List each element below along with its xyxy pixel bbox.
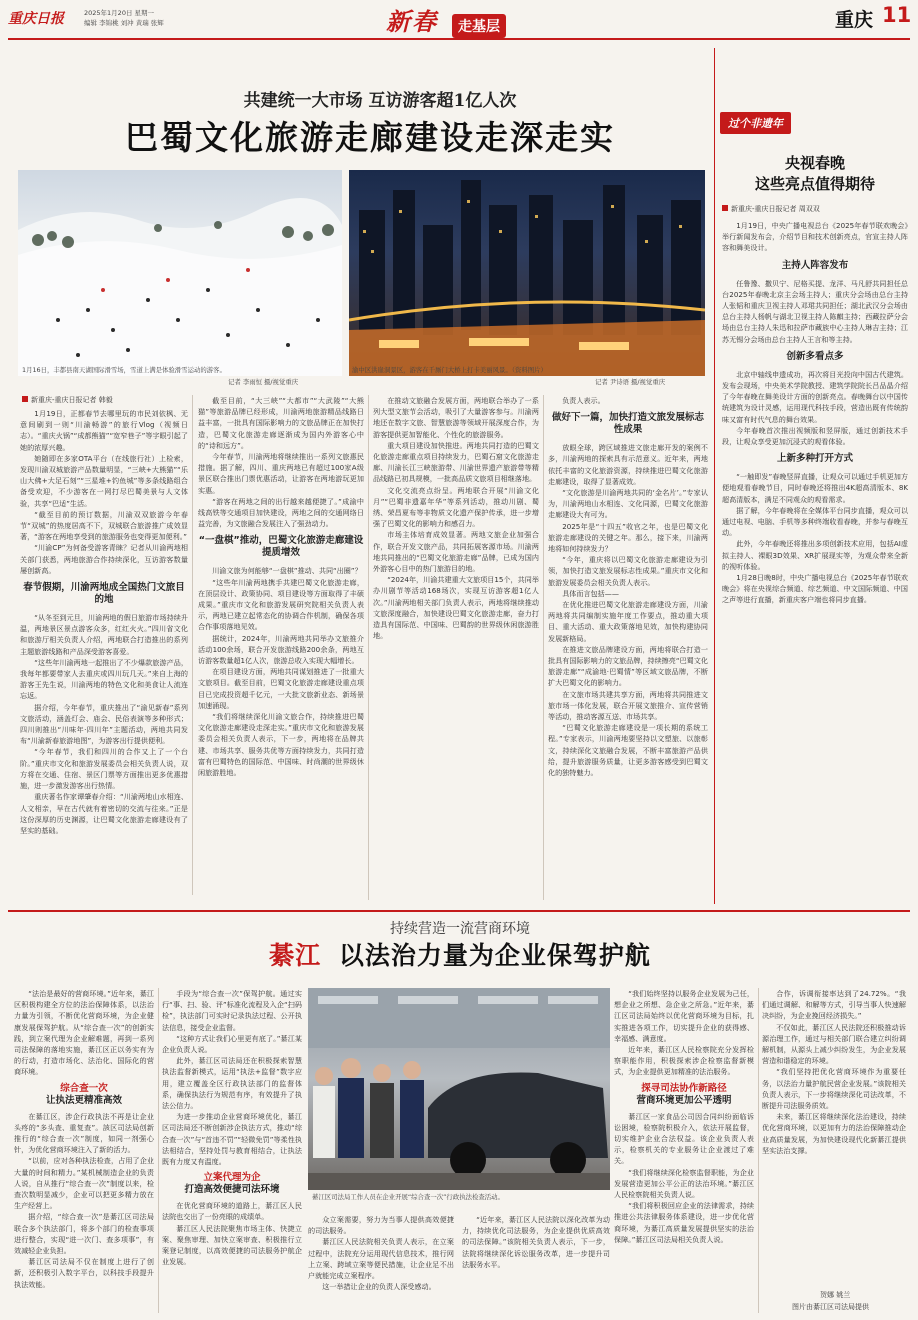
paragraph: 綦江区人民法院聚焦市场主体、快捷立案、聚焦审理、加快立案审查、积极推行立案登记制度，以高效便捷的司法服务护航企业发展。 bbox=[162, 1223, 302, 1267]
paragraph: 负责人表示。 bbox=[562, 396, 605, 405]
gala-headline-2: 这些亮点值得期待 bbox=[754, 175, 875, 193]
column-divider bbox=[758, 988, 759, 1313]
intangible-heritage-logo bbox=[720, 112, 800, 138]
masthead-logo: 重庆日报 bbox=[8, 11, 64, 27]
paragraph: “我们坚持把优化营商环境作为重要任务，以法治力量护航民营企业发展。”该院相关负责人表示，下一步将继续深化司法改革，不断提升司法服务质效。 bbox=[762, 1067, 906, 1111]
paragraph: 在綦江区，涉企行政执法不再是让企业头疼的“多头查、重复查”。該区司法局创新推行的“综合查一次”制度，如同一剂强心针，为优化营商环境注入了新的活力。 bbox=[14, 1111, 154, 1155]
paragraph: 在优化营商环境的道路上，綦江区人民法院也交出了一份亮眼的成绩单。 bbox=[162, 1201, 302, 1222]
bottom-kicker: 持续营造一流营商环境 bbox=[390, 921, 530, 937]
ski-resort-photo bbox=[18, 170, 342, 376]
enforcement-inspection-photo bbox=[308, 988, 610, 1190]
paragraph: “2024年，川渝共建重大文旅项目15个，共同举办川剧节等活动168场次，实现互访游客超1亿人次。”川渝两地相关部门负责人表示，两地将继续推动文旅深度融合，加快建设巴蜀文化旅游走廊，奋力打造具有国际范、中国味、巴蜀韵的世界级休闲旅游胜地。 bbox=[373, 575, 539, 641]
column-divider bbox=[368, 395, 369, 900]
paragraph: 据介绍，“综合查一次”是綦江区司法局联合多个执法部门，将多个部门的检查事项进行整合，实现“进一次门、查多项事”，有效减轻企业负担。 bbox=[14, 1212, 154, 1256]
paragraph: 重大项目建设加快推进。两地共同打造的巴蜀文化旅游走廊重点项目持续发力，巴蜀石窟文化旅游走廊、川渝长江三峡旅游带、川渝世界遗产旅游带等精品线路已初具规模，一批高品质文旅项目相继落地。 bbox=[373, 440, 539, 484]
ski-slope-illustration bbox=[18, 170, 342, 376]
byline-marker-icon bbox=[722, 205, 728, 211]
paragraph: “这些年川渝两地一起推出了不少爆款旅游产品，我每年都要带家人去重庆或四川玩几天。”来自上海的游客王先生说，川渝两地的特色文化和美食让人流连忘返。 bbox=[20, 657, 188, 701]
section-divider bbox=[8, 910, 910, 912]
paragraph: 1月28日晚8时，中央广播电视总台《2025年春节联欢晚会》将在央视综合频道、综艺频道、中文国际频道、中国之声等进行直播，新重庆客户端也将同步直播。 bbox=[722, 573, 908, 605]
paragraph: “川渝CP”为何备受游客青睐？记者从川渝两地相关部门获悉，两地旅游合作持续深化，互访游客数量屡创新高。 bbox=[20, 543, 188, 575]
main-col1 bbox=[20, 408, 188, 908]
paragraph: 近年来，綦江区人民检察院充分发挥检察职能作用，积极探索涉企检察监督新模式，为企业提供更加精准的法治服务。 bbox=[614, 1045, 754, 1077]
gala-byline-text: 新重庆-重庆日报记者 周双双 bbox=[731, 205, 820, 213]
car-inspection-illustration bbox=[308, 988, 610, 1190]
paragraph: “今年，重庆将以巴蜀文化旅游走廊建设为引领，加快打造文旅发展标志性成果。”重庆市文化和旅游发展委员会相关负责人表示。 bbox=[548, 555, 708, 587]
paragraph: 任鲁豫、撒贝宁、尼格买提、龙洋、马凡舒共同担任总台2025年春晚北京主会场主持人；重庆分会场由总台主持人张韬和重庆卫视主持人邓珺共同担任；湖北武汉分会场由总台主持人杨帆与湖北卫视主持人陈麒主持；西藏拉萨分会场由总台主持人朱迅和拉萨市藏族中心主持人琳吉主持；江苏无锡分会场由总台主持人王言和等主持。 bbox=[722, 278, 908, 344]
paragraph: “文化旅游是川渝两地共同的‘金名片’。”专家认为，川渝两地山水相连、文化同源，巴蜀文化旅游走廊建设大有可为。 bbox=[548, 488, 708, 520]
bottom-col5 bbox=[762, 988, 906, 1288]
paragraph: 2025年是“十四五”收官之年，也是巴蜀文化旅游走廊建设的关键之年。那么，接下来，川渝两地将如何持续发力？ bbox=[548, 521, 708, 554]
bottom-subhead-2a: 立案代理为企 bbox=[203, 1172, 261, 1184]
banner-new-spring: 新春 bbox=[386, 7, 438, 36]
paragraph: 綦江区人民法院相关负责人表示，在立案过程中，法院充分运用现代信息技术，推行网上立案、跨域立案等便民措施，让企业足不出户就能完成立案程序。 bbox=[308, 1237, 454, 1281]
paragraph: 1月19日，正都春节去哪里玩的市民刘依枫、无意间刷到一则“川渝畅游”的旅行Vlog（视频日志）。“重庆火锅”“成都熊猫”“宽窄巷子”等字眼引起了她的浓厚兴趣。 bbox=[20, 409, 188, 452]
bottom-subhead-3b: 营商环境更加公平透明 bbox=[636, 1094, 732, 1106]
bottom-subhead-3a: 探寻司法协作新路径 bbox=[641, 1082, 727, 1094]
column-divider bbox=[543, 395, 544, 900]
paragraph: “这些年川渝两地携手共建巴蜀文化旅游走廊，在顶层设计、政策协同、项目建设等方面取得了丰硕成果。”重庆市文化和旅游发展研究院相关负责人表示，两地已建立起常态化的协调合作机制，确保各项合作事项落地见效。 bbox=[198, 577, 364, 632]
photo1-credit: 记者 李雨恒 摄/视觉重庆 bbox=[228, 378, 299, 386]
paragraph: “我们将继续深化检察监督职能，为企业发展营造更加公平公正的法治环境。”綦江区人民检察院相关负责人说。 bbox=[614, 1167, 754, 1200]
bottom-subhead-2b: 打造高效便捷司法环境 bbox=[184, 1184, 280, 1196]
banner-go-grassroots: 走基层 bbox=[452, 14, 506, 38]
section-name: 重庆 bbox=[835, 9, 874, 31]
paragraph: “截至目前的预订数据，川渝双双旅游今年春节“双城”的热度居高不下，双城联合旅游推广成效显著，“游客在两地享受到的旅游服务也变得更加便利。” bbox=[20, 509, 188, 542]
masthead-rule bbox=[8, 38, 910, 40]
paragraph: 在推进文旅品牌建设方面，两地将联合打造一批具有国际影响力的文旅品牌，持续擦亮“巴蜀文化旅游走廊”“成渝地·巴蜀情”等区域文旅品牌，不断扩大巴蜀文化的影响力。 bbox=[548, 644, 708, 688]
city-night-illustration bbox=[349, 170, 705, 376]
paragraph: 不仅如此，綦江区人民法院还积极推动诉源治理工作，通过与相关部门联合建立纠纷调解机制，从源头上减少纠纷发生，为企业发展营造和谐稳定的环境。 bbox=[762, 1022, 906, 1066]
bottom-col4 bbox=[614, 988, 754, 1316]
gala-byline bbox=[722, 204, 820, 214]
paragraph: “这种方式让我们心里更有底了。”綦江某企业负责人说。 bbox=[162, 1033, 302, 1055]
photo2-credit: 记者 尹诗语 摄/视觉重庆 bbox=[595, 378, 666, 386]
paragraph: “我们将积极回应企业的法律需求，持续推进公共法律服务体系建设，进一步优化营商环境，为綦江高质量发展提供坚实的法治保障。”綦江区司法局相关负责人说。 bbox=[614, 1201, 754, 1244]
paragraph: 今年春晚首次推出视频版和竖屏版，通过创新技术手段，让观众享受更加沉浸式的观看体验。 bbox=[722, 425, 908, 447]
paragraph: 在优化推进巴蜀文化旅游走廊建设方面，川渝两地将共同编制实施年度工作要点，推动重大项目、重大活动、重大政策落地见效，加快构建协同发展新格局。 bbox=[548, 600, 708, 643]
paragraph: 放眼全球，跨区域推进文旅走廊开发的案例不多，川渝两地的探索具有示范意义。近年来，两地依托丰富的文化旅游资源，持续推进巴蜀文化旅游走廊建设，取得了显著成效。 bbox=[548, 443, 708, 486]
paragraph: “从冬至到元旦，川渝两地的假日旅游市场持续升温，两地景区景点游客众多，红红火火。”四川省文化和旅游厅相关负责人介绍，两地联合打造推出的系列主题旅游线路和产品深受游客喜爱。 bbox=[20, 613, 188, 656]
paragraph: “以前，应对各种执法检查，占用了企业大量的时间和精力。”某机械制造企业的负责人说，自从推行“综合查一次”制度以来，检查次数明显减少，企业可以把更多精力放在生产经营上。 bbox=[14, 1156, 154, 1211]
column-divider bbox=[192, 395, 193, 895]
bottom-subhead-1a: 综合查一次 bbox=[60, 1082, 108, 1094]
paragraph: “一触即发”春晚竖屏直播，让观众可以通过手机更加方便地观看春晚节目，同时春晚还将推出4K超高清版本、8K超高清版本，满足不同观众的观看需求。 bbox=[722, 472, 908, 504]
paragraph: 为进一步推动企业营商环境优化，綦江区司法局还不断创新涉企执法方式，推动“综合查一次”与“首违不罚”“轻微免罚”等柔性执法相结合，坚持处罚与教育相结合，让执法既有力度又有温度。 bbox=[162, 1112, 302, 1167]
bottom-col1 bbox=[14, 988, 154, 1316]
main-subhead-2: “一盘棋”推动，巴蜀文化旅游走廊建设提质增效 bbox=[198, 535, 364, 559]
bottom-col4-lower bbox=[462, 1214, 610, 1314]
main-headline: 巴蜀文化旅游走廊建设走深走实 bbox=[125, 118, 615, 157]
paragraph: 川渝文旅为何能够“一盘棋”推动、共同“出圈”？ bbox=[212, 566, 362, 576]
gala-subhead-3: 上新多种打开方式 bbox=[776, 453, 853, 465]
intangible-heritage-logo-text: 过个非遗年 bbox=[720, 112, 791, 134]
paragraph: 綦江区一家食品公司因合同纠纷面临诉讼困境，检察院积极介入，依法开展监督，切实维护企业合法权益。该企业负责人表示，检察机关的专业服务让企业渡过了难关。 bbox=[614, 1111, 754, 1166]
main-byline bbox=[22, 395, 113, 405]
paragraph: 1月19日，中央广播电视总台《2025年春节联欢晚会》举行新闻发布会，介绍节目和技术创新亮点，官宣主持人阵容和舞美设计。 bbox=[722, 221, 908, 253]
masthead-editors: 编辑 李锦桃 刘冲 黄瑞 张辉 bbox=[84, 19, 164, 27]
paragraph: 在推动文旅融合发展方面，两地联合举办了一系列大型文旅节会活动，吸引了大量游客参与。川渝两地还在数字文旅、智慧旅游等领域开展深度合作，为游客提供更加智能化、个性化的旅游服务。 bbox=[373, 396, 539, 439]
paragraph: “今年春节，我们和四川的合作又上了一个台阶。”重庆市文化和旅游发展委员会相关负责人说，双方将在交通、住宿、景区门票等方面推出更多优惠措施，进一步激发游客出行热情。 bbox=[20, 747, 188, 791]
paragraph: “游客在两地之间的出行越来越便捷了。”成渝中线高铁等交通项目加快建设，两地之间的交通网络日益完善，为文旅融合发展注入了强劲动力。 bbox=[198, 496, 364, 529]
column-divider bbox=[158, 988, 159, 1313]
paragraph: 她随即在多家OTA平台（在线旅行社）上检索，发现川渝双城旅游产品数量明显，“三峡+大熊猫”“乐山大佛+大足石刻”“三星堆+钓鱼城”等多条线路组合备受欢迎，不少游客在一网打尽巴蜀美景与人文体验，共享“巴适”生活。 bbox=[20, 453, 188, 508]
bottom-photo-credit: 图片由綦江区司法局提供 bbox=[792, 1303, 869, 1311]
paragraph: 此外，今年春晚还将推出多项创新技术应用，包括AI虚拟主持人、裸眼3D效果、XR扩展现实等，为观众带来全新的视听体验。 bbox=[722, 539, 908, 571]
paragraph: 重庆著名作家谭肇春介绍：“川渝两地山水相连、人文相亲，早在古代就有着密切的交流与往来。”正是这份深厚的历史渊源，让巴蜀文化旅游走廊建设有了坚实的基础。 bbox=[20, 792, 188, 835]
bottom-headline bbox=[150, 936, 770, 972]
gala-body bbox=[722, 220, 908, 905]
photo3-caption: 綦江区司法局工作人员在企业开展“综合查一次”行政执法检查活动。 bbox=[312, 1193, 504, 1201]
main-col3 bbox=[373, 395, 539, 900]
paragraph: “近年来，綦江区人民法院以深化改革为动力，持续优化司法服务，为企业提供优质高效的司法保障。”该院相关负责人表示，下一步，法院将继续深化诉讼服务改革，进一步提升司法服务水平。 bbox=[462, 1215, 610, 1269]
gala-subhead-2: 创新多看点多 bbox=[786, 350, 844, 362]
paragraph: 北京中轴线申遗成功，再次将目光投向中国古代建筑。发布会现场，中央美术学院教授、建筑学院院长吕品晶介绍了今年春晚在舞美设计方面的创新亮点。春晚舞台以中国传统建筑为设计灵感，运用现代科技手段，营造出既有传统韵味又富有时代气息的舞台效果。 bbox=[722, 369, 908, 424]
paragraph: 在项目建设方面，两地共同谋划推进了一批重大文旅项目。截至目前，巴蜀文化旅游走廊建设重点项目已完成投资超千亿元，一大批文旅新业态、新场景加速涌现。 bbox=[198, 667, 364, 710]
paragraph: 文化交流亮点纷呈。两地联合开展“川渝文化月”“巴蜀非遗嘉年华”等系列活动，推动川剧、蜀绣、荣昌夏布等非物质文化遗产保护传承，进一步增强了巴蜀文化的影响力和感召力。 bbox=[373, 485, 539, 529]
paragraph: 据介绍，今年春节，重庆推出了“渝见新春”系列文旅活动，涵盖灯会、庙会、民俗表演等多种形式；四川则推出“川味年·四川年”主题活动，两地共同发布“川渝新春旅游地图”，为游客出行提供便利。 bbox=[20, 702, 188, 746]
paragraph: 手段为“综合查一次”保驾护航。通过实行“事、扫、验、评”标准化流程及入企“扫码检”，执法部门可实时记录执法过程、公开执法信息，接受企业监督。 bbox=[162, 989, 302, 1032]
photo1-caption-text: 1月16日，丰都县南天湖国际滑雪场，雪道上满是体验滑雪运动的游客。 bbox=[22, 366, 226, 374]
paragraph: “我们始终坚持以服务企业发展为己任，想企业之所想、急企业之所急。”近年来，綦江区司法局始终以优化营商环境为目标，扎实推进各项工作，切实提升企业的获得感、幸福感、满意度。 bbox=[614, 989, 754, 1043]
paragraph: 众立案需要，努力为当事人提供高效便捷的司法服务。 bbox=[308, 1215, 454, 1236]
bottom-credit: 贺娜 姚兰 bbox=[820, 1291, 851, 1299]
paragraph: 市场主体培育成效显著。两地文旅企业加强合作，联合开发文旅产品，共同拓展客源市场。川渝两地共同推出的“巴蜀文化旅游走廊”品牌，已成为国内外游客心目中的热门旅游目的地。 bbox=[373, 530, 539, 574]
gala-headline-1: 央视春晚 bbox=[784, 154, 845, 172]
byline-marker-icon bbox=[22, 396, 28, 402]
headline-rest: 以法治力量为企业保驾护航 bbox=[338, 941, 651, 970]
bottom-col2 bbox=[162, 988, 302, 1316]
paragraph: 在文旅市场共建共享方面，两地将共同推进文旅市场一体化发展，联合开展文旅推介、宣传营销等活动，推动客源互送、市场共享。 bbox=[548, 689, 708, 722]
paragraph: 未来，綦江区将继续深化法治建设，持续优化营商环境，以更加有力的法治保障推动企业高质量发展，为加快建设现代化新綦江提供坚实法治支撑。 bbox=[762, 1112, 906, 1155]
page-number: 11 bbox=[882, 3, 912, 27]
paragraph: “我们将继续深化川渝文旅合作，持续推进巴蜀文化旅游走廊建设走深走实。”重庆市文化和旅游发展委员会相关负责人表示，下一步，两地将在品牌共建、市场共享、服务共优等方面持续发力，共同打造富有巴蜀特色的国际范、中国味、时尚潮的世界级休闲旅游胜地。 bbox=[198, 712, 364, 778]
paragraph: 这一举措让企业的负责人深受感动。 bbox=[322, 1282, 436, 1292]
headline-place-name: 綦江 bbox=[269, 941, 322, 970]
gala-subhead-1: 主持人阵容发布 bbox=[781, 259, 849, 271]
main-subhead-3: 做好下一篇，加快打造文旅发展标志性成果 bbox=[551, 412, 704, 436]
paragraph: 綦江区司法局不仅在制度上进行了创新，还积极引入数字平台，以科技手段提升执法效能。 bbox=[14, 1257, 154, 1289]
bottom-col3 bbox=[308, 1214, 454, 1314]
paragraph: 据统计，2024年，川渝两地共同举办文旅推介活动100余场，联合开发旅游线路200余条，两地互访游客数量超1亿人次，旅游总收入实现大幅增长。 bbox=[198, 633, 364, 666]
paragraph: 今年春节，川渝两地将继续推出一系列文旅惠民措施。据了解，四川、重庆两地已有超过100家A级景区联合推出门票优惠活动，让游客在两地游玩更加实惠。 bbox=[198, 452, 364, 495]
main-kicker: 共建统一大市场 互访游客超1亿人次 bbox=[243, 91, 517, 111]
main-col2 bbox=[198, 395, 364, 900]
bottom-subhead-1b: 让执法更精准高效 bbox=[45, 1094, 122, 1106]
paragraph: “巴蜀文化旅游走廊建设是一项长期的系统工程。”专家表示，川渝两地要坚持以文塑旅、以旅彰文，持续深化文旅融合发展，不断丰富旅游产品供给，提升旅游服务质量，让更多游客感受到巴蜀文化的独特魅力。 bbox=[548, 723, 708, 778]
right-box-divider bbox=[714, 48, 715, 904]
main-byline-text: 新重庆-重庆日报记者 韩毅 bbox=[31, 396, 113, 404]
paragraph: 具体而言包括—— bbox=[562, 588, 619, 598]
paragraph: 合作，诉调衔接率达到了24.72%。“我们通过调解、和解等方式，引导当事人快速解决纠纷，为企业挽回经济损失。” bbox=[762, 989, 906, 1021]
masthead bbox=[0, 0, 918, 38]
photo2-caption: 渝中区洪崖洞景区，游客在千厮门大桥上打卡美丽风景。（资料图片） bbox=[352, 366, 547, 374]
main-col4 bbox=[548, 395, 708, 900]
masthead-date: 2025年1月20日 星期一 bbox=[84, 9, 155, 17]
paragraph: 据了解，今年春晚将在全媒体平台同步直播，观众可以通过电视、电脑、手机等多种终端收看春晚，并参与春晚互动。 bbox=[722, 505, 908, 538]
paragraph: 截至目前，“大三峡”“大都市”“大武陵”“大熊猫”等旅游品牌已经形成，川渝两地旅游精品线路日益丰富，一批具有国际影响力的文旅品牌正在加快打造，巴蜀文化旅游走廊逐渐成为国内外游客心中的“诗和远方”。 bbox=[198, 396, 364, 450]
photo1-caption bbox=[22, 366, 340, 375]
hongyadong-night-photo bbox=[349, 170, 705, 376]
paragraph: “法治是最好的营商环境。”近年来，綦江区积极构建全方位的法治保障体系，以法治力量为引领，不断优化营商环境，为企业健康发展保驾护航。从“综合查一次”的创新实践，到立案代理为企业解难题，再到一系列司法保障的落地实施，綦江区正以务实有为的行动，打造市场化、法治化、国际化的营商环境。 bbox=[14, 989, 154, 1077]
paragraph: 此外，綦江区司法局还在积极探索智慧执法监督新模式，运用“执法+监督”数字应用，建立覆盖全区行政执法部门的监督体系，确保执法行为规范有序，有效提升了执法公信力。 bbox=[162, 1056, 302, 1111]
main-subhead-1: 春节假期，川渝两地成全国热门文旅目的地 bbox=[23, 582, 185, 606]
